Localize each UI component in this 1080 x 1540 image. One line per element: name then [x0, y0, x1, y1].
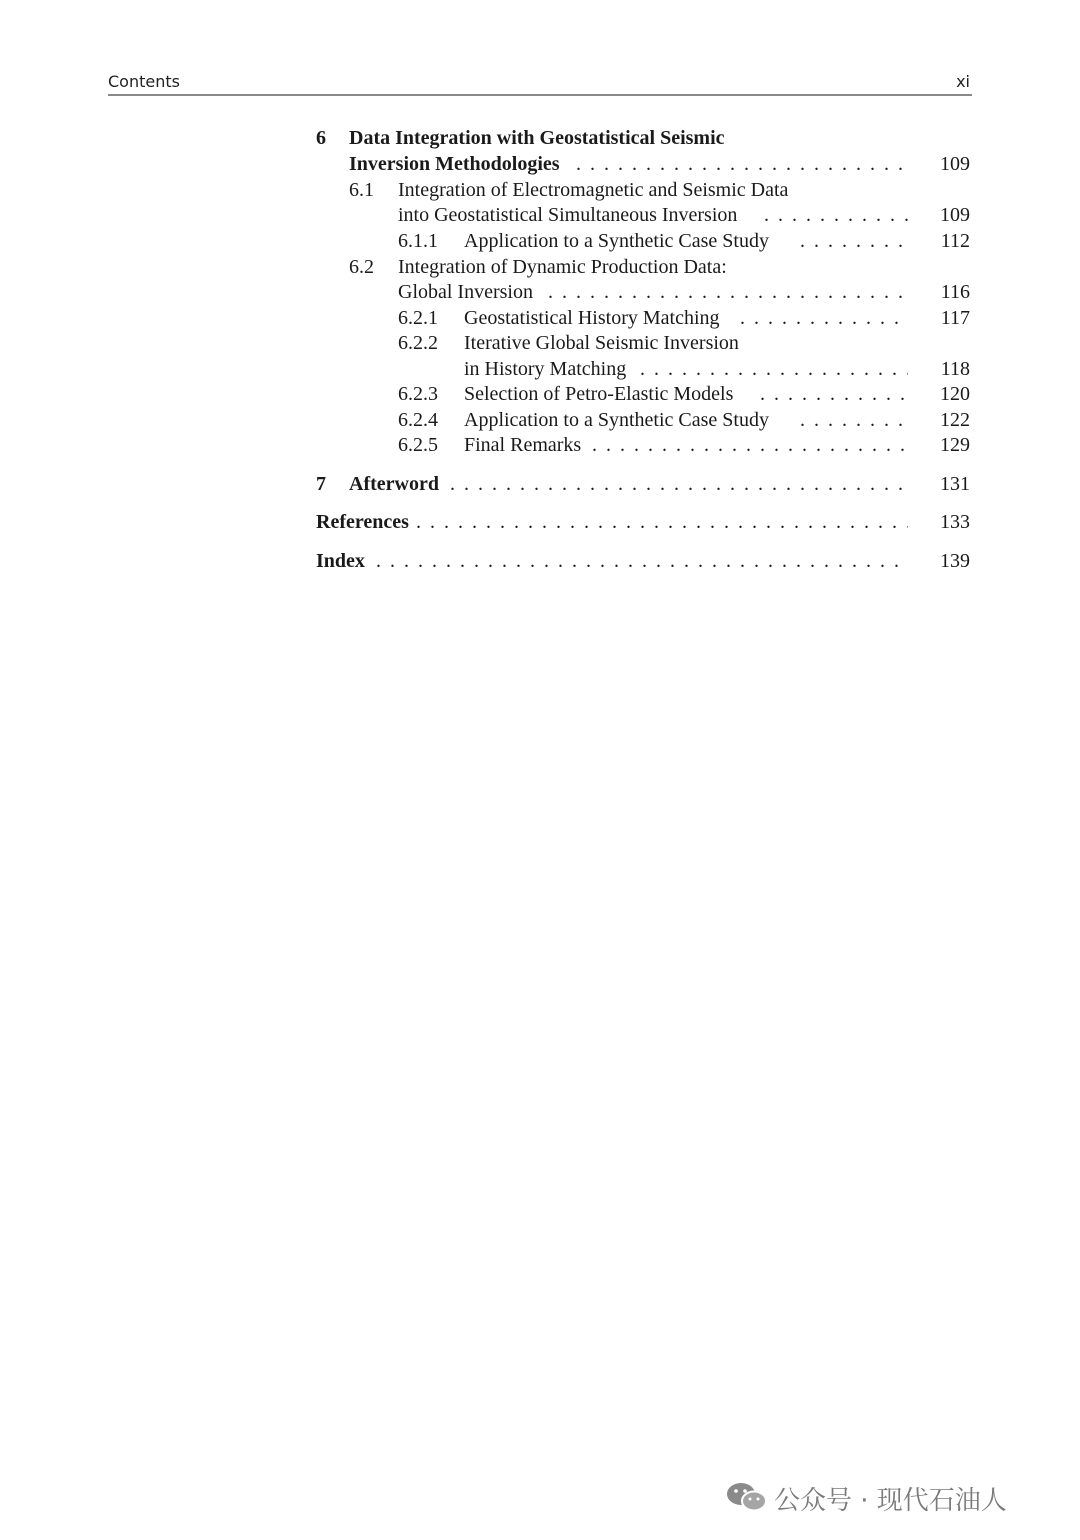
toc-title: Afterword	[349, 473, 439, 495]
toc-chapter-6-line1[interactable]	[0, 125, 1080, 151]
page-number-roman: xi	[956, 72, 970, 91]
toc-subsection-6-2-4[interactable]	[0, 407, 1080, 433]
toc-index[interactable]	[0, 548, 1080, 574]
toc-title-continued: in History Matching	[464, 358, 627, 380]
toc-number: 6.2	[349, 256, 374, 278]
toc-leader-dots	[740, 305, 908, 331]
toc-leader-dots	[640, 356, 908, 382]
toc-leader-dots	[416, 509, 908, 535]
toc-page-number: 122	[940, 409, 970, 431]
toc-title: Integration of Electromagnetic and Seismic Data	[398, 179, 789, 201]
toc-leader-dots	[764, 202, 908, 228]
running-head-title: Contents	[108, 72, 180, 91]
running-head	[108, 70, 972, 96]
toc-subsection-6-2-2-line2[interactable]	[0, 356, 1080, 382]
toc-section-6-1-line1[interactable]	[0, 177, 1080, 203]
toc-number: 6.2.4	[398, 409, 438, 431]
toc-page-number: 112	[940, 230, 970, 252]
toc-subsection-6-2-5[interactable]	[0, 432, 1080, 458]
toc-page-number: 131	[940, 473, 970, 495]
toc-references[interactable]	[0, 509, 1080, 535]
toc-number: 6.2.5	[398, 434, 438, 456]
toc-page-number: 109	[940, 204, 970, 226]
toc-page-number: 120	[940, 383, 970, 405]
toc-title: Selection of Petro-Elastic Models	[464, 383, 734, 405]
toc-title: Data Integration with Geostatistical Seismic	[349, 127, 725, 149]
toc-leader-dots	[592, 432, 908, 458]
toc-subsection-6-2-3[interactable]	[0, 381, 1080, 407]
toc-leader-dots	[760, 381, 908, 407]
watermark	[726, 1478, 1056, 1518]
toc-leader-dots	[800, 228, 908, 254]
toc-subsection-6-1-1[interactable]	[0, 228, 1080, 254]
toc-title-continued: Global Inversion	[398, 281, 533, 303]
toc-number: 6.2.1	[398, 307, 438, 329]
toc-leader-dots	[800, 407, 908, 433]
toc-subsection-6-2-2-line1[interactable]	[0, 330, 1080, 356]
toc-title: Application to a Synthetic Case Study	[464, 230, 769, 252]
toc-number: 6.2.2	[398, 332, 438, 354]
toc-number: 7	[316, 473, 326, 495]
toc-page-number: 139	[940, 550, 970, 572]
watermark-text: 公众号 · 现代石油人	[774, 1486, 1007, 1516]
wechat-icon	[726, 1480, 768, 1521]
toc-page-number: 109	[940, 153, 970, 175]
toc-number: 6.1	[349, 179, 374, 201]
toc-number: 6	[316, 127, 326, 149]
toc-section-6-2-line1[interactable]	[0, 254, 1080, 280]
toc-page-number: 118	[940, 358, 970, 380]
toc-section-6-1-line2[interactable]	[0, 202, 1080, 228]
toc-title: Iterative Global Seismic Inversion	[464, 332, 739, 354]
toc-chapter-6-line2[interactable]	[0, 151, 1080, 177]
toc-page-number: 133	[940, 511, 970, 533]
toc-title: Integration of Dynamic Production Data:	[398, 256, 727, 278]
toc-title: Final Remarks	[464, 434, 582, 456]
toc-subsection-6-2-1[interactable]	[0, 305, 1080, 331]
toc-leader-dots	[576, 151, 908, 177]
toc-page-number: 129	[940, 434, 970, 456]
toc-title-continued: Inversion Methodologies	[349, 153, 560, 175]
toc-number: 6.2.3	[398, 383, 438, 405]
toc-section-6-2-line2[interactable]	[0, 279, 1080, 305]
toc-title: Index	[316, 550, 365, 572]
toc-leader-dots	[450, 471, 908, 497]
toc-title: Application to a Synthetic Case Study	[464, 409, 769, 431]
toc-title: References	[316, 511, 409, 533]
toc-page-number: 116	[940, 281, 970, 303]
toc-title-continued: into Geostatistical Simultaneous Inversion	[398, 204, 738, 226]
toc-title: Geostatistical History Matching	[464, 307, 720, 329]
toc-page-number: 117	[940, 307, 970, 329]
toc-leader-dots	[548, 279, 908, 305]
toc-number: 6.1.1	[398, 230, 438, 252]
toc-chapter-7[interactable]	[0, 471, 1080, 497]
toc-leader-dots	[376, 548, 908, 574]
